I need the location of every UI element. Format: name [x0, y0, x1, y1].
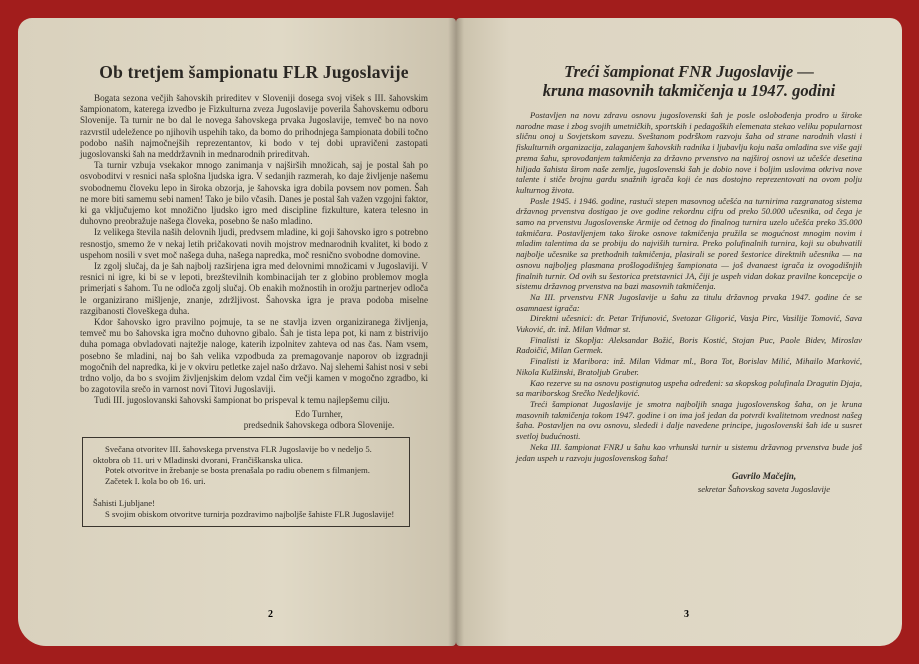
- right-signature-name: [516, 471, 862, 482]
- open-booklet: [18, 18, 902, 646]
- right-title-line-2: kruna masovnih takmičenja u 1947. godini: [542, 81, 836, 100]
- right-page: [456, 18, 902, 646]
- left-page-title: Ob tretjem šampionatu FLR Jugoslavije: [99, 62, 409, 82]
- right-paragraph-1: Postavljen na novu zdravu osnovu jugoslovenski šah je posle oslobođenja prodro u široke narodne mase i zbog svojih umetničkih, sportskih i pedagoških elemenata stekao veliku popularnost sličnu onoj u Sovjetskom savezu. Sveštanom podrškom razvoju šaha od strane narodnih vlasti i fiskulturnih organizacija, zalaganjem šahovskih radnika i ljubavlju koju naša omladina sve više gaji prema šahu, sprovođanjem takmičenja za državno prvenstvo na najširoj osnovi uz učešće desetina hiljada šahista širom naše zemlje, jugoslovenski šah je dobio nove i boljim uslovima otkriva nove talente i stiče brojnu gardu snažnih igrača koji će nas dostojno reprezentovati na ovom polju kulturnog života.: [516, 110, 862, 195]
- right-paragraph-9: Neka III. šampionat FNRJ u šahu kao vrhunski turnir u sistemu državnog prvenstva bude još jedan uspeh u razvoju jugoslovenskog šaha!: [516, 441, 862, 463]
- right-title-line-1: Treći šampionat FNR Jugoslavije —: [564, 62, 814, 81]
- announcement-line-2: Potek otvoritve in žrebanje se bosta prenašala po radiu obenem s filmanjem.: [105, 465, 370, 476]
- signature-title: predsednik šahovskega odbora Slovenije.: [243, 419, 395, 430]
- right-paragraph-5: Finalisti iz Skoplja: Aleksandar Božić, Boris Kostić, Stojan Puc, Paole Bidev, Miroslav Radoičić, Milan Germek.: [516, 334, 862, 356]
- left-paragraph-3: Iz velikega števila naših delovnih ljudi, predvsem mladine, ki goji šahovsko igro s potrebno resnostjo, smemo že v nekaj letih pričakovati novih mojstrov mednarodnih kvalitet, ki bodo z uspehom nosili v svet moč našega duha, našega napredka, moč resnično svobodne domovine.: [80, 227, 428, 260]
- left-paragraph-1: Bogata sezona večjih šahovskih prireditev v Sloveniji dosega svoj višek s III. šahovskim šampionatom, katerega izvedbo je Fizkulturna zveza Jugoslavije poverila Šahovskemu odboru Slovenije. Ta turnir ne bo dal le novega šahovskega prvaka Jugoslavije, temveč bo na novo razvrstil udeležence po njihovih uspehih tako, da bomo do prihodnjega šampionata dobili točno podobo naših najmočnejših reprezentantov, ki bodo v tej dobi upravičeni zastopati jugoslovanski šah na meddržavnih in mednarodnih prireditvah.: [80, 93, 428, 160]
- announcement-line-1: Svečana otvoritev III. šahovskega prvenstva FLR Jugoslavije bo v nedeljo 5. oktobra ob 11. uri v Mladinski dvorani, Frančiškanska ulica.: [93, 444, 372, 465]
- left-paragraph-4: Iz zgolj slučaj, da je šah najbolj razširjena igra med delovnimi množicami v Jugoslaviji. V resnici ni igre, ki bi se v lepoti, brezštevilnih kombinacijah ter z globino problemov mogla primerjati s šahom. Tu ne odloča zgolj slučaj. Ob enakih možnostih in orožju partnerjev odloča le organizirano mišljenje, znanje, zdržljivost. Šahovska igra je prava podoba miselne razgibanosti človeškega duha.: [80, 261, 428, 316]
- left-paragraph-2: Ta turnir vzbuja vsekakor mnogo zanimanja v najširših množicah, saj je postal šah po osvoboditvi v resnici naša splošna ljudska igra. V sedanjih razmerah, ko daje življenje našemu svobodnemu človeku lepo in široka obzorja, je šahovska igra dobila povsem nov pomen. Šah ne more biti samemu sebi namen! Tako je bilo včasih. Danes je postal šah važen vzgojni faktor, ki ga vključujemo kot množično ljudsko igro med discipline fizkulture, katera telesno in duhovno preobražuje našega človeka, posebno še našo mladino.: [80, 160, 428, 227]
- right-paragraph-3: Na III. prvenstvu FNR Jugoslavije u šahu za titulu državnog prvaka 1947. godine će se osamnaest igrača:: [516, 291, 862, 313]
- right-page-number: 3: [684, 609, 689, 620]
- right-paragraph-7: Kao rezerve su na osnovu postignutog uspeha određeni: sa skopskog polufinala Dragutin Djaja, sa mariborskog Srečko Nedeljković.: [516, 377, 862, 399]
- right-signature-title: sekretar Šahovskog saveta Jugoslavije: [697, 483, 831, 494]
- left-page: [18, 18, 456, 646]
- signature-name: Edo Turnher,: [295, 408, 343, 419]
- right-signature: [516, 471, 862, 494]
- right-signature-name-text: Gavrilo Mačejin,: [731, 471, 797, 482]
- announcement-line-3: Začetek I. kola bo ob 16. uri.: [105, 475, 206, 486]
- left-paragraph-6: Tudi III. jugoslovanski šahovski šampionat bo prispeval k temu najlepšemu cilju.: [94, 395, 390, 406]
- right-paragraph-4: Direktni učesnici: dr. Petar Trifunović, Svetozar Gligorić, Vasja Pirc, Vasilije Tomović, Sava Vuković, dr. inž. Milan Vidmar st.: [516, 313, 862, 335]
- left-paragraph-5: Kdor šahovsko igro pravilno pojmuje, ta se ne stavlja izven organiziranega življenja, temveč mu bo šahovska igra močno duhovno gibalo. Šah je tista lepa pot, ki nam z bistrivijo duha pomaga obvladovati najtežje naloge, katerih izpolnitev zahteva od nas čas. Nam vsem, posebno še mladini, naj bo šah velika vzpodbuda za premagovanje naporov ob izgradnji mogočnih del napredka, ki je v okviru petletke zajel našo državo. Naj slehemi šahist nosi v sebi trdno voljo, da bo s svojim življenjskim delom vzdal čim večji kamen v mogočno zgradbo, ki bo zagotovila srečo in varnost novi Titovi Jugoslaviji.: [80, 317, 428, 395]
- right-paragraph-6: Finalisti iz Maribora: inž. Milan Vidmar ml., Bora Tot, Borislav Milić, Mihailo Marković, Nikola Kulžinski, Bratoljub Gruber.: [516, 356, 862, 377]
- announcement-closing-text: S svojim obiskom otvoritve turnirja pozdravimo najboljše šahiste FLR Jugoslavije!: [105, 509, 395, 520]
- right-paragraph-2: Posle 1945. i 1946. godine, rastući stepen masovnog učešća na turnirima razgranatog sistema državnog prvenstva dostigao je ove godine rekordnu cifru od preko 50.000 učesnika, od čega je samo na prvenstvu Jugoslovenske Armije od četnog do finalnog turnira uzelo učešća preko 35.000 takmičara. Postavljenjem tako široke osnove takmičenja pružila se mogućnost mnogim novim i mladim talentima da se probiju do najviših turnira. Preko polufinalnih turnira, koji su obuhvatili najbolje učesnike sa prethodnih takmičenja, plasirali se pored šestorice direktnih učesnika — na osnovu najboljeg plasmana prošlogodišnjeg šampionata — još dvanaest igrača iz ovogodišnjih finalnih turnir. Od ovih su šestorica pretstavnici JA, čiji je uspeh vidan dokaz pravilne koncepcije o sistemu državnog prvenstva na bazi masovnih takmičenja.: [516, 195, 862, 292]
- left-signature: [80, 409, 428, 431]
- booklet-spine: [448, 18, 464, 646]
- left-page-number: 2: [268, 609, 273, 620]
- right-paragraph-8: Treći šampionat Jugoslavije je smotra najboljih snaga jugoslovenskog šaha, on je kruna masovnih takmičenja tokom 1947. godine i on ima još jedan da potvrdi kvalitetnom vrednost našeg šaha. Postavljen na ovu osnovu, slededi i dalje navedene principe, jugoslovenski šah ide u susret svetloj budućnosti.: [516, 398, 862, 442]
- right-page-title: [516, 62, 862, 100]
- announcement-closing-heading: Šahisti Ljubljane!: [93, 498, 156, 509]
- opening-announcement-box: [82, 437, 410, 527]
